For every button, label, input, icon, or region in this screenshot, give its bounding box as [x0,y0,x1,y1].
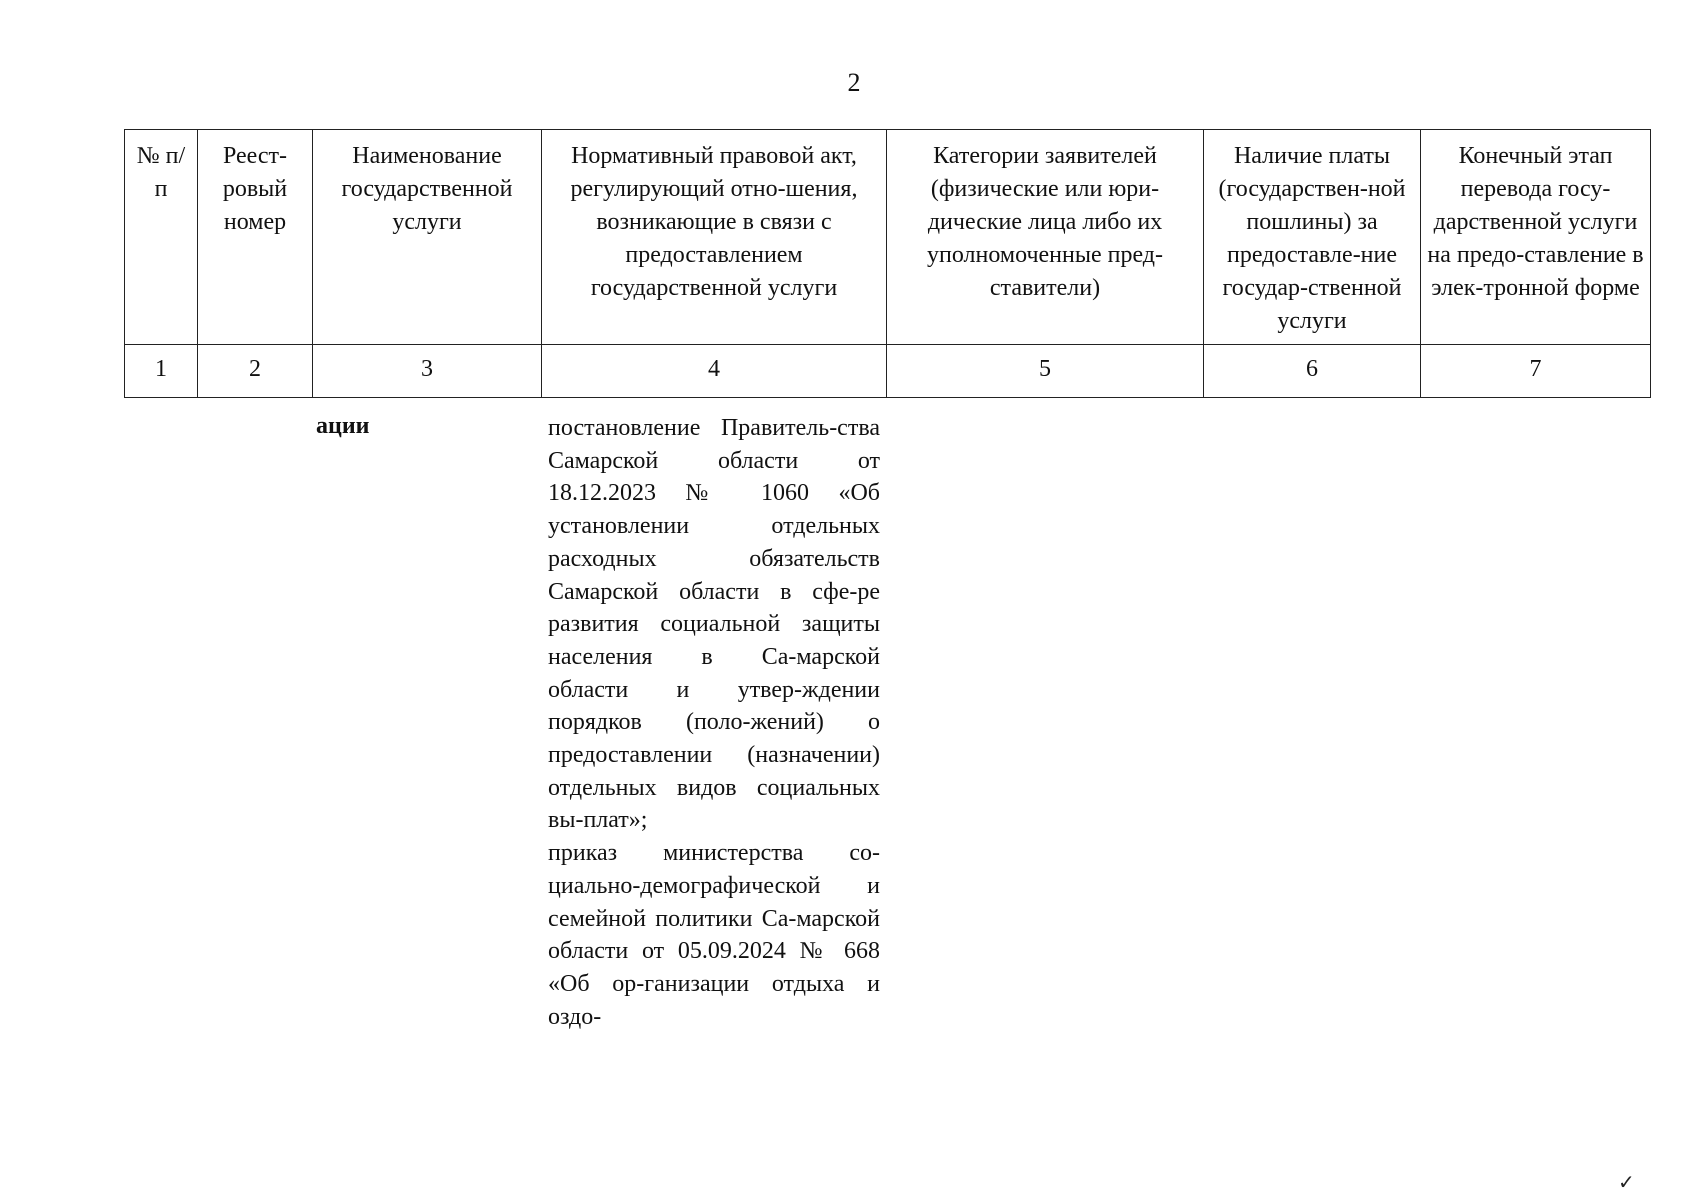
header-fee: Наличие платы (государствен-ной пошлины) за предоставле-ние государ-ственной услуги [1204,130,1421,345]
header-final-stage: Конечный этап перевода госу-дарственной услуги на предо-ставление в элек-тронной форме [1421,130,1651,345]
header-legal-act: Нормативный правовой акт, регулирующий отно-шения, возникающие в связи с предоставлением государственной услуги [542,130,887,345]
table-header-row [125,130,1651,345]
column-number: 1 [125,345,198,398]
header-service-name: Наименование государственной услуги [313,130,542,345]
services-table [124,129,1651,398]
column-number: 2 [198,345,313,398]
header-row-number: № п/п [125,130,198,345]
header-applicant-categories: Категории заявителей (физические или юри-дические лица либо их уполномоченные пред-ставители) [887,130,1204,345]
column-number: 5 [887,345,1204,398]
page-number: 2 [847,68,861,97]
check-mark-icon: ✓ [1618,1172,1635,1194]
continued-service-name: ации [316,413,370,439]
column-number: 4 [542,345,887,398]
legal-act-paragraph: приказ министерства со-циально-демографической и семейной политики Са-марской области от 05.09.2024 № 668 «Об ор-ганизации отдыха и оздо- [548,840,880,1030]
legal-act-paragraph: постановление Правитель-ства Самарской области от 18.12.2023 № 1060 «Об установлении отдельных расходных обязательств Самарской области в сфе-ре развития социальной защиты населения в Са-марской области и утвер-ждении порядков (поло-жений) о предоставлении (назначении) отдельных видов социальных вы-плат»; [548,415,880,834]
continued-legal-act [548,412,880,1033]
column-number: 7 [1421,345,1651,398]
table-column-numbers-row [125,345,1651,398]
header-registry-number: Реест-ровый номер [198,130,313,345]
column-number: 3 [313,345,542,398]
column-number: 6 [1204,345,1421,398]
